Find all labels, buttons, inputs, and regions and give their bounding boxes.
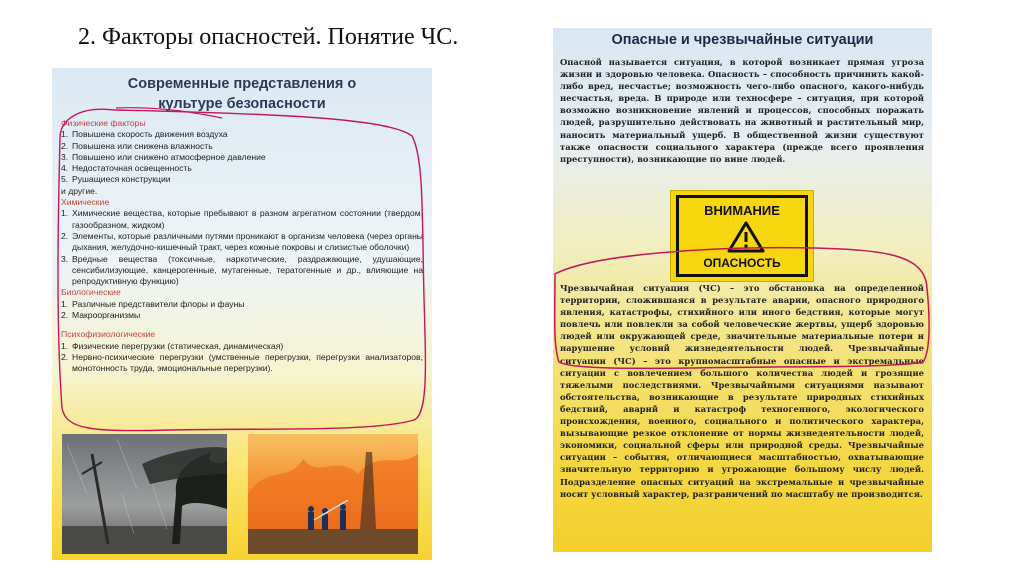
psycho-factors-title: Психофизиологические <box>61 329 156 340</box>
factor-list <box>61 118 423 375</box>
warning-sign <box>670 190 814 282</box>
safety-culture-poster <box>52 68 432 560</box>
slide-title: 2. Факторы опасностей. Понятие ЧС. <box>78 24 459 50</box>
list-item: 1. Повышена скорость движения воздуха <box>61 129 228 140</box>
list-item: 3. Вредные вещества (токсичные, наркотические, раздражающие, удушающие, сенсибилизующие, канцерогенные, мутагенные, тератогенные и др., влияющие на репродуктивную функцию) <box>61 253 423 287</box>
danger-definition-paragraph: Опасной называется ситуация, в которой возникает прямая угроза жизни и здоровью человека. Опасность – способность причинить какой-либо вред, несчастье; возможность чего-либо опасного, какого-нибудь несчастья, вреда. В природе или техносфере – ситуация, при которой возможно возникновение явлений и процессов, способных поражать людей, разрушительно действовать на животный и растительный мир, наносить материальный ущерб. В общественной жизни существуют также опасности социального характера (прежде всего проявления преступности), возникающие по вине людей. <box>560 57 924 164</box>
poster-heading <box>52 74 432 114</box>
biological-factors-title: Биологические <box>61 287 121 298</box>
list-item: 1. Физические перегрузки (статическая, динамическая) <box>61 340 284 351</box>
list-item: 5. Рушащиеся конструкции <box>61 174 171 185</box>
warning-sign-top-text: ВНИМАНИЕ <box>704 203 780 218</box>
list-item: 3. Повышено или снижено атмосферное давление <box>61 151 266 162</box>
list-item: 2. Нервно-психические перегрузки (умственные перегрузки, перегрузки анализаторов, монотонность труда, эмоциональные перегрузки). <box>61 351 423 374</box>
list-item: 1. Химические вещества, которые пребывают в разном агрегатном состоянии (твердом, газообразном, жидком) <box>61 208 423 230</box>
chemical-factors-title: Химические <box>61 197 110 208</box>
fire-photo <box>248 434 418 554</box>
warning-triangle-icon <box>727 221 765 253</box>
list-item: 2. Повышена или снижена влажность <box>61 140 213 151</box>
poster-heading: Опасные и чрезвычайные ситуации <box>611 32 874 48</box>
list-item: 2. Макроорганизмы <box>61 310 141 321</box>
list-item: 1. Различные представители флоры и фауны <box>61 298 245 309</box>
physical-tail: и другие. <box>61 185 98 196</box>
storm-photo <box>62 434 227 554</box>
list-item: 4. Недостаточная освещенность <box>61 163 192 174</box>
physical-factors-title: Физические факторы <box>61 118 146 128</box>
poster-heading-line2: культуре безопасности <box>158 96 326 112</box>
poster-heading-line1: Современные представления о <box>127 76 357 92</box>
emergency-situations-poster <box>553 28 932 552</box>
list-item: 2. Элементы, которые различными путями проникают в организм человека (через органы дыхания, желудочно-кишечный тракт, через кожные покровы и слизистые оболочки) <box>61 230 423 253</box>
warning-sign-bottom-text: ОПАСНОСТЬ <box>703 256 781 270</box>
emergency-definition-paragraph: Чрезвычайная ситуация (ЧС) – это обстановка на определенной территории, сложившаяся в результате аварии, опасного природного явления, катастрофы, стихийного или иного бедствия, которые могут повлечь или повлекли за собой человеческие жертвы, ущерб здоровью людей или окружающей среде, значительные материальные потери и нарушение условий жизнедеятельности людей. Чрезвычайные ситуации (ЧС) – это крупномасштабные опасные и экстремальные ситуации с вовлечением большого количества людей и грозящие тяжелыми последствиями. Чрезвычайными ситуациями называют обстоятельства, возникающие в результате природных стихийных бедствий, аварий и катастроф техногенного, экологического происхождения, военного, социального и политического характера, вызывающие резкое отклонение от нормы жизнедеятельности людей, экономики, социальной сферы или природной среды. Чрезвычайные ситуации – события, отличающиеся масштабностью, охватывающие значительную территорию и угрожающие большому числу людей. Подразделение опасных ситуаций на экстремальные и чрезвычайные носит условный характер, разграничений по масштабу не производится. <box>560 283 924 499</box>
